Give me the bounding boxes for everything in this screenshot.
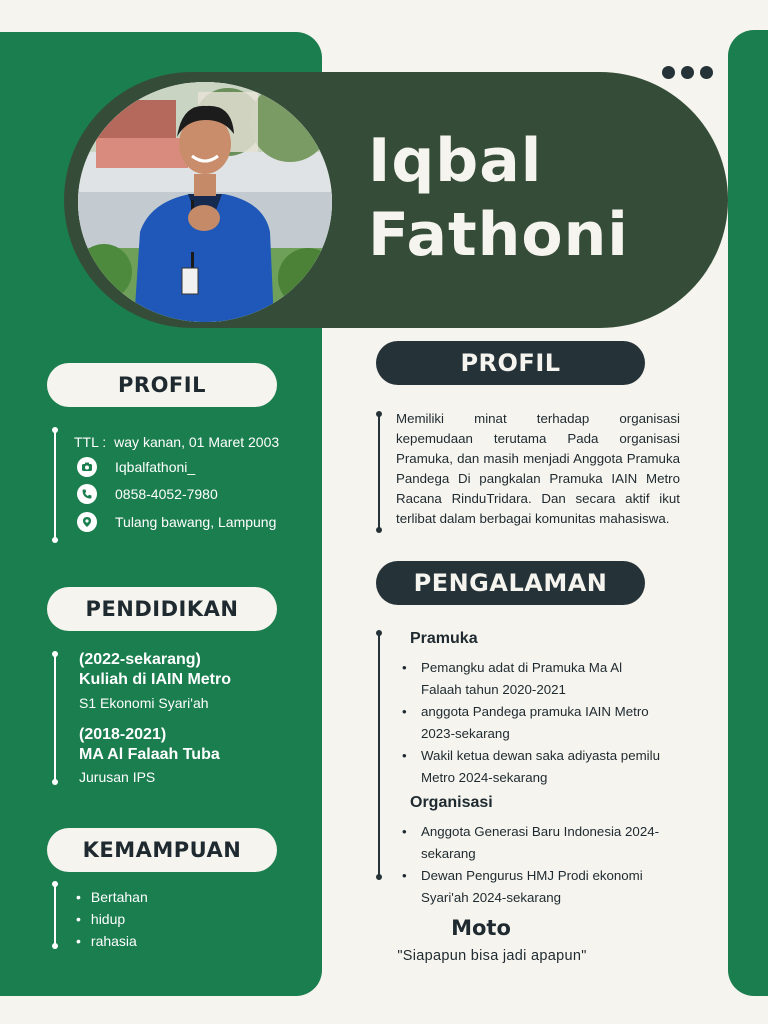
profile-timeline-line bbox=[54, 430, 56, 540]
address-text: Tulang bawang, Lampung bbox=[115, 514, 277, 530]
phone-number: 0858-4052-7980 bbox=[115, 486, 218, 502]
more-dots-icon[interactable] bbox=[662, 66, 713, 79]
skills-heading: KEMAMPUAN bbox=[47, 828, 277, 872]
organisasi-list bbox=[402, 821, 692, 909]
education-heading: PENDIDIKAN bbox=[47, 587, 277, 631]
profile-description: Memiliki minat terhadap organisasi kepemudaan terutama Pada organisasi Pramuka, dan masih menjadi Anggota Pramuka Pandega Di pangkalan Pramuka IAIN Metro Racana RinduTridara. Dan secara aktif ikut terlibat dalam berbagai komunitas mahasiswa. bbox=[396, 411, 680, 526]
education-item-1-detail: S1 Ekonomi Syari'ah bbox=[79, 695, 209, 711]
organisasi-heading: Organisasi bbox=[410, 794, 493, 811]
moto-heading: Moto bbox=[451, 916, 511, 940]
contact-phone[interactable] bbox=[77, 484, 218, 504]
profile-heading-left: PROFIL bbox=[47, 363, 277, 407]
profile-photo bbox=[78, 82, 332, 322]
experience-heading: PENGALAMAN bbox=[376, 561, 645, 605]
last-name: Fathoni bbox=[368, 200, 629, 270]
first-name: Iqbal bbox=[368, 126, 543, 196]
instagram-handle: Iqbalfathoni_ bbox=[115, 459, 196, 475]
moto-quote: "Siapapun bisa jadi apapun" bbox=[397, 948, 587, 964]
contact-address bbox=[77, 512, 276, 532]
phone-icon bbox=[77, 484, 97, 504]
education-item-1-school: Kuliah di IAIN Metro bbox=[79, 671, 231, 688]
education-item-2-school: MA Al Falaah Tuba bbox=[79, 746, 220, 763]
education-item-1-period: (2022-sekarang) bbox=[79, 651, 201, 668]
pramuka-item: • Pemangku adat di Pramuka Ma Al Falaah tahun 2020-2021 bbox=[402, 657, 664, 701]
organisasi-item: • Anggota Generasi Baru Indonesia 2024-sekarang bbox=[402, 821, 692, 865]
skill-item: • hidup bbox=[76, 908, 148, 930]
ttl-value: way kanan, 01 Maret 2003 bbox=[114, 434, 280, 450]
organisasi-item: • Dewan Pengurus HMJ Prodi ekonomi Syari'ah 2024-sekarang bbox=[402, 865, 692, 909]
education-item-2-detail: Jurusan IPS bbox=[79, 769, 156, 785]
pramuka-item: • Wakil ketua dewan saka adiyasta pemilu Metro 2024-sekarang bbox=[402, 745, 664, 789]
education-timeline-line bbox=[54, 654, 56, 782]
skill-item: • rahasia bbox=[76, 930, 148, 952]
profile-text-line bbox=[378, 414, 380, 530]
pramuka-item: • anggota Pandega pramuka IAIN Metro 2023-sekarang bbox=[402, 701, 664, 745]
education-item-2-heading bbox=[79, 725, 220, 765]
skill-item: • Bertahan bbox=[76, 886, 148, 908]
profile-heading-right: PROFIL bbox=[376, 341, 645, 385]
camera-icon bbox=[77, 457, 97, 477]
contact-instagram[interactable] bbox=[77, 457, 195, 477]
education-item-1-heading bbox=[79, 650, 231, 690]
experience-timeline-line bbox=[378, 633, 380, 877]
education-item-2-period: (2018-2021) bbox=[79, 726, 167, 743]
person-name bbox=[368, 124, 629, 272]
pramuka-list bbox=[402, 657, 664, 789]
location-pin-icon bbox=[77, 512, 97, 532]
profile-photo-image bbox=[78, 82, 332, 322]
pramuka-heading: Pramuka bbox=[410, 630, 478, 647]
contact-ttl bbox=[74, 434, 279, 450]
ttl-label: TTL : bbox=[74, 434, 107, 450]
right-accent-strip bbox=[728, 30, 768, 996]
